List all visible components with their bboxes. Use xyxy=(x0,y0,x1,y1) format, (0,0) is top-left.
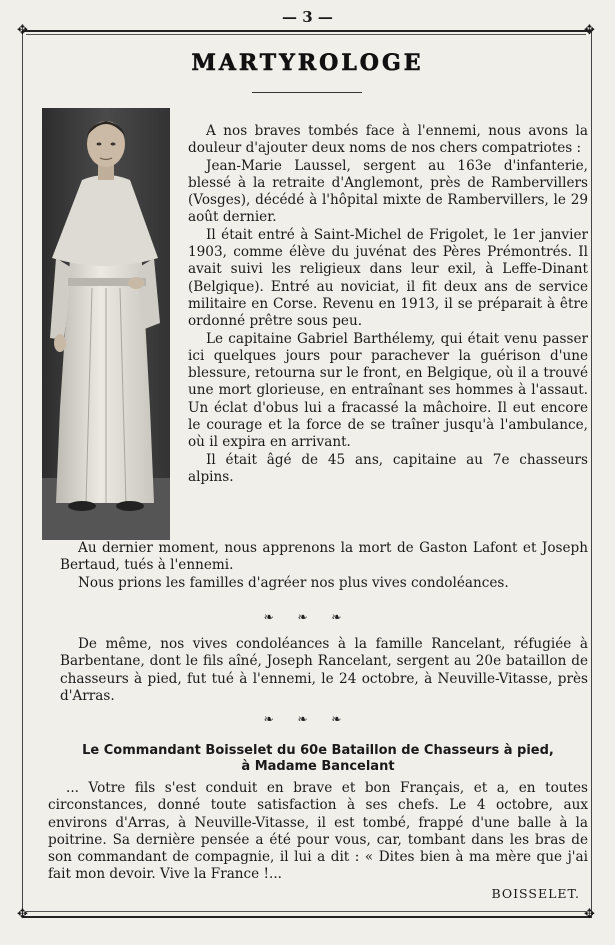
corner-ornament-icon: ✥ xyxy=(584,907,595,922)
letter-section xyxy=(48,780,588,884)
letter-body: ... Votre fils s'est conduit en brave et bon Français, et a, en toutes circonstances, donné toute satisfaction à ses chefs. Le 4 octobre, aux environs d'Arras, à Neuville-Vitasse, il est tombé, frappé d'une balle à la poitrine. Sa dernière pensée a été pour vous, car, tombant dans les bras de son commandant de compagnie, il lui a dit : « Dites bien à ma mère que j'ai fait mon devoir. Vive la France !... xyxy=(48,780,588,883)
corner-ornament-icon: ✥ xyxy=(17,907,28,922)
article-column xyxy=(188,123,588,486)
article-continuation xyxy=(60,540,588,592)
letter-heading-line-1: Le Commandant Boisselet du 60e Bataillon de Chasseurs à pied, xyxy=(82,743,554,758)
intro-paragraph: A nos braves tombés face à l'ennemi, nous avons la douleur d'ajouter deux noms de nos chers compatriotes : xyxy=(188,123,588,157)
corner-ornament-icon: ✥ xyxy=(584,23,595,38)
rancelant-section xyxy=(60,636,588,705)
condolences-paragraph: Nous prions les familles d'agréer nos plus vives condoléances. xyxy=(78,574,509,591)
section-ornament: ❧ ❧ ❧ xyxy=(263,712,352,726)
portrait-photo xyxy=(42,108,170,540)
title-divider xyxy=(252,92,362,93)
laussel-paragraph: Jean-Marie Laussel, sergent au 163e d'infanterie, blessé à la retraite d'Anglemont, près de Rambervillers (Vosges), décédé à l'hôpital mixte de Rambervillers, le 29 août dernier. xyxy=(188,157,588,226)
letter-signature: BOISSELET. xyxy=(491,886,580,901)
rancelant-paragraph: De même, nos vives condoléances à la famille Rancelant, réfugiée à Barbentane, dont le fils aîné, Joseph Rancelant, sergent au 20e bataillon de chasseurs à pied, fut tué à l'ennemi, le 24 octobre, à Neuville-Vitasse, près d'Arras. xyxy=(60,636,588,704)
section-ornament: ❧ ❧ ❧ xyxy=(263,610,352,624)
page-title: MARTYROLOGE xyxy=(191,50,424,76)
lafont-bertaud-paragraph: Au dernier moment, nous apprenons la mort de Gaston Lafont et Joseph Bertaud, tués à l'ennemi. xyxy=(60,540,588,574)
letter-heading-line-2: à Madame Bancelant xyxy=(241,759,395,774)
corner-ornament-icon: ✥ xyxy=(17,23,28,38)
letter-heading xyxy=(44,743,592,775)
barthelemy-age-paragraph: Il était âgé de 45 ans, capitaine au 7e chasseurs alpins. xyxy=(188,451,588,485)
laussel-bio-paragraph: Il était entré à Saint-Michel de Frigolet, le 1er janvier 1903, comme élève du juvénat des Pères Prémontrés. Il avait suivi les religieux dans leur exil, à Leffe-Dinant (Belgique). Entré au noviciat, il fit deux ans de service militaire en Corse. Revenu en 1913, il se préparait à être ordonné prêtre sous peu. xyxy=(188,226,588,330)
page-number: — 3 — xyxy=(282,8,333,26)
barthelemy-paragraph: Le capitaine Gabriel Barthélemy, qui était venu passer ici quelques jours pour parachever la guérison d'une blessure, retourna sur le front, en Belgique, où il a trouvé une mort glorieuse, en entraînant ses hommes à l'assaut. Un éclat d'obus lui a fracassé la mâchoire. Il eut encore le courage et la force de se traîner jusqu'à l'ambulance, où il expira en arrivant. xyxy=(188,330,588,451)
